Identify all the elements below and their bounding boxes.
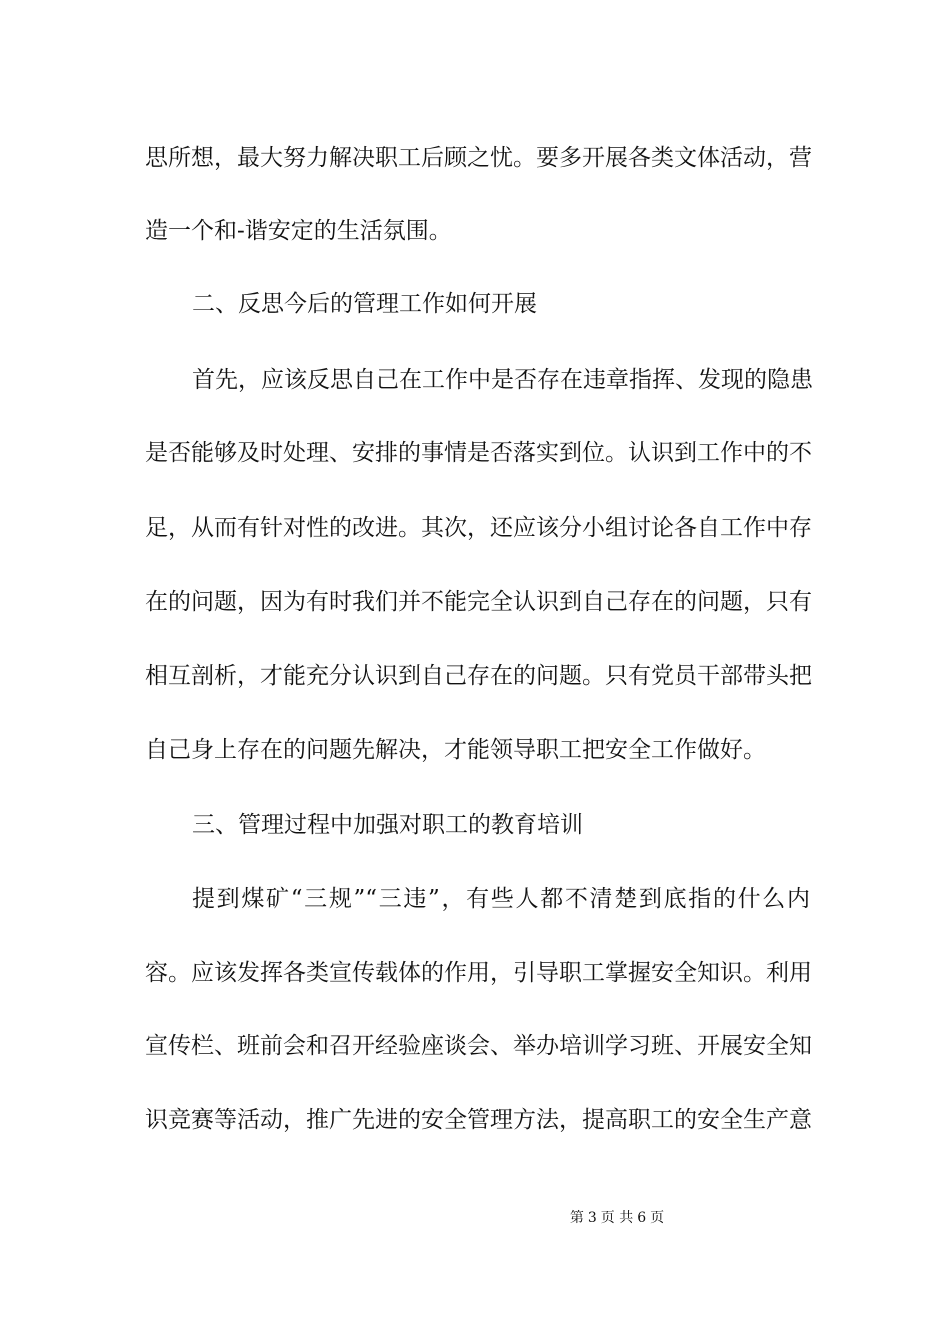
text-line-12: 容。应该发挥各类宣传载体的作用，引导职工掌握安全知识。利用 [145, 960, 812, 986]
section-heading-3: 三、管理过程中加强对职工的教育培训 [192, 812, 583, 838]
text-line-5: 是否能够及时处理、安排的事情是否落实到位。认识到工作中的不 [145, 440, 812, 466]
text-line-2: 造一个和-谐安定的生活氛围。 [145, 218, 452, 244]
page-footer [0, 1208, 950, 1228]
footer-total-pages: 6 [637, 1210, 647, 1226]
text-line-8: 相互剖析，才能充分认识到自己存在的问题。只有党员干部带头把 [145, 663, 812, 689]
text-line-9: 自己身上存在的问题先解决，才能领导职工把安全工作做好。 [145, 737, 766, 763]
text-line-6: 足，从而有针对性的改进。其次，还应该分小组讨论各自工作中存 [145, 515, 812, 541]
text-line-7: 在的问题，因为有时我们并不能完全认识到自己存在的问题，只有 [145, 589, 812, 615]
text-line-13: 宣传栏、班前会和召开经验座谈会、举办培训学习班、开展安全知 [145, 1033, 812, 1059]
footer-current-page: 3 [587, 1210, 597, 1226]
section-heading-2: 二、反思今后的管理工作如何开展 [192, 291, 537, 317]
text-line-1: 思所想，最大努力解决职工后顾之忧。要多开展各类文体活动，营 [145, 145, 812, 171]
footer-prefix: 第 [569, 1210, 584, 1226]
text-line-11: 提到煤矿“三规”“三违”，有些人都不清楚到底指的什么内 [192, 886, 810, 912]
text-line-4: 首先，应该反思自己在工作中是否存在违章指挥、发现的隐患 [192, 367, 813, 393]
footer-middle: 页 共 [600, 1210, 634, 1226]
footer-suffix: 页 [650, 1210, 665, 1226]
text-line-14: 识竞赛等活动，推广先进的安全管理方法，提高职工的安全生产意 [145, 1107, 812, 1133]
